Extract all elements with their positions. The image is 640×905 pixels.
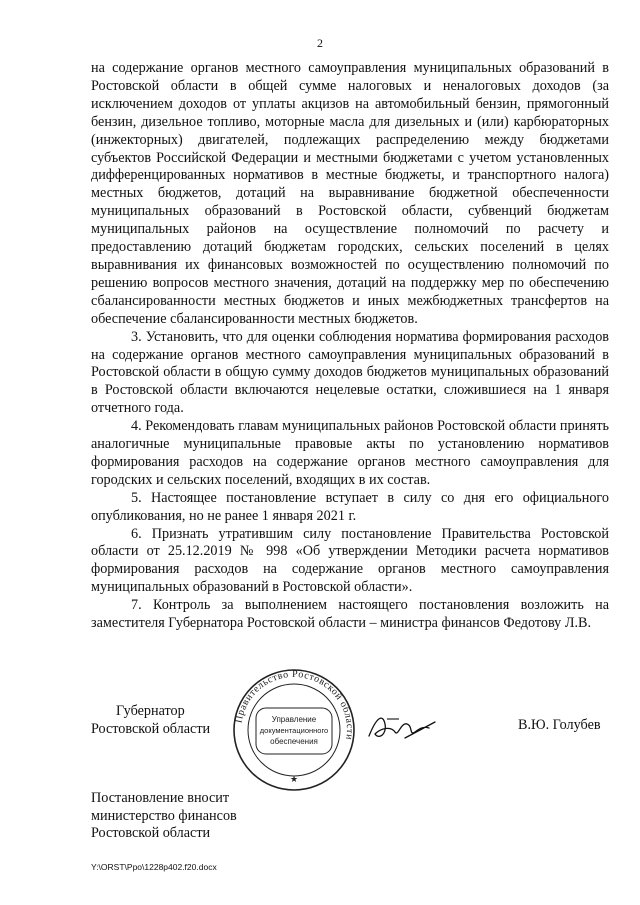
paragraph-4: 4. Рекомендовать главам муниципальных районов Ростовской области принять аналогичные муниципальные правовые акты по установлению нормативов формирования расходов на содержание органов местного самоуправления для городских и сельских поселений, входящих в их состав. (91, 418, 609, 488)
submitted-by-line1: Постановление вносит (91, 790, 230, 806)
seal-outer-text: Правительство Ростовской области (233, 668, 356, 741)
submitted-by-note (91, 790, 237, 843)
page-number: 2 (317, 36, 323, 50)
document-body (91, 60, 609, 633)
seal-inner-line1: Управление (271, 715, 317, 724)
signatory-region: Ростовской области (91, 721, 211, 737)
seal-star-icon: ★ (289, 774, 299, 784)
paragraph-5: 5. Настоящее постановление вступает в силу со дня его официального опубликования, но не ранее 1 января 2021 г. (91, 489, 609, 524)
paragraph-3: 3. Установить, что для оценки соблюдения норматива формирования расходов на содержание органов местного самоуправления муниципальных образований в Ростовской области в общую сумму доходов бюджетов муниципальных образований в Ростовской области включаются нецелевые остатки, сложившиеся на 1 января отчетного года. (91, 328, 609, 417)
seal-inner-line2: документационного (259, 726, 329, 735)
submitted-by-line2: министерство финансов (91, 807, 237, 824)
file-path: Y:\ORST\Ppo\1228p402.f20.docx (91, 862, 217, 872)
paragraph-6: 6. Признать утратившим силу постановление Правительства Ростовской области от 25.12.2019 № 998 «Об утверждении Методики расчета нормативов формирования расходов на содержание органов местного самоуправления муниципальных образований в Ростовской области». (91, 525, 609, 596)
signatory-name: В.Ю. Голубев (518, 717, 601, 733)
paragraph-continuation: на содержание органов местного самоуправления муниципальных образований в Ростовской области в общей сумме налоговых и неналоговых доходов (за исключением доходов от уплаты акцизов на автомобильный бензин, прямогонный бензин, дизельное топливо, моторные масла для дизельных и (или) карбюраторных (инжекторных) двигателей, подлежащих распределению между бюджетами субъектов Российской Федерации и местными бюджетами с учетом установленных дифференцированных нормативов в местные бюджеты, и транспортного налога) местных бюджетов, дотаций на выравнивание бюджетной обеспеченности муниципальных образований в Ростовской области, субвенций бюджетам муниципальных районов на осуществление полномочий по расчету и предоставлению дотаций бюджетам городских, сельских поселений в целях выравнивания их финансовых возможностей по осуществлению полномочий по решению вопросов местного значения, дотаций на поддержку мер по обеспечению сбалансированности местных бюджетов и иных межбюджетных трансфертов на обеспечение сбалансированности местных бюджетов. (91, 60, 609, 327)
submitted-by-line3: Ростовской области (91, 825, 211, 841)
signatory-position (91, 702, 210, 738)
official-seal (232, 668, 356, 792)
handwritten-signature (365, 710, 440, 746)
seal-inner-line3: обеспечения (270, 737, 318, 746)
signatory-title: Губернатор (116, 703, 185, 719)
paragraph-7: 7. Контроль за выполнением настоящего постановления возложить на заместителя Губернатора Ростовской области – министра финансов Федотову Л.В. (91, 597, 609, 632)
